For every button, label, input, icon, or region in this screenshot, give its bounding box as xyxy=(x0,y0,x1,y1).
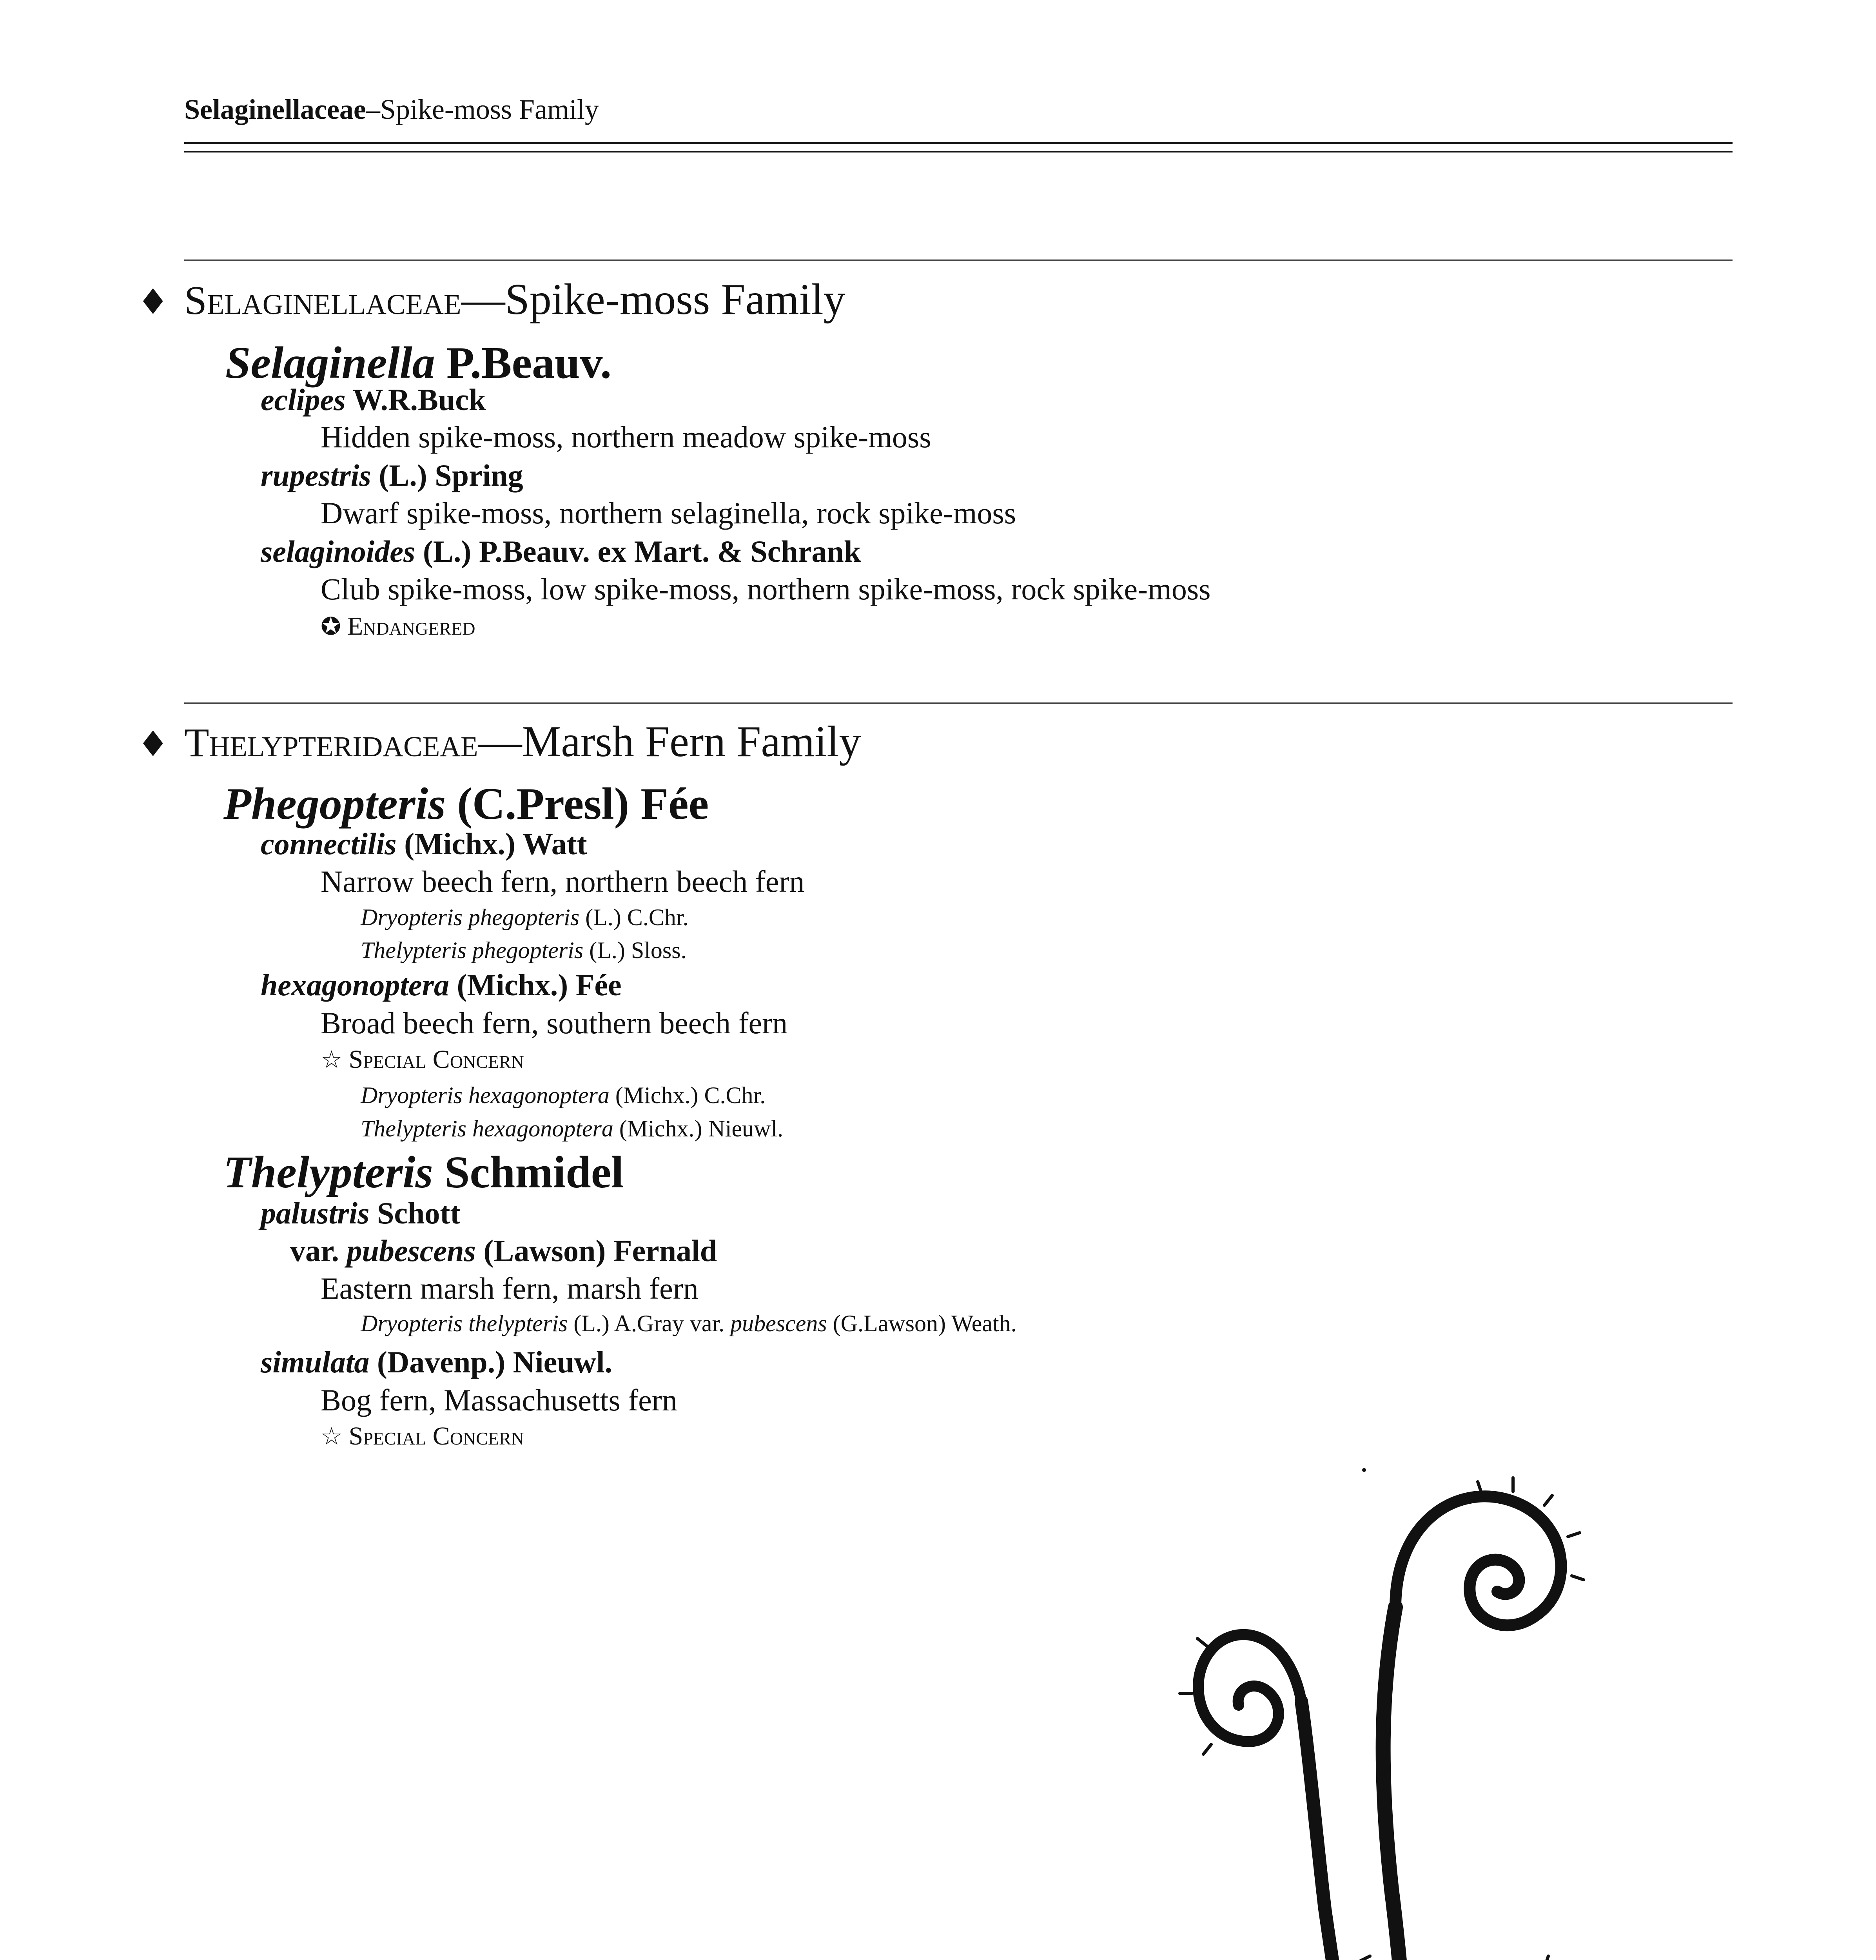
star-icon: ☆ xyxy=(321,1045,343,1074)
species-entry xyxy=(261,534,861,569)
star-icon: ☆ xyxy=(321,1422,343,1450)
synonym-author: (Michx.) Nieuwl. xyxy=(613,1116,784,1142)
species-author: W.R.Buck xyxy=(345,383,486,417)
species-epithet: hexagonoptera xyxy=(261,968,450,1002)
family-heading xyxy=(137,274,845,325)
genus-author: (C.Presl) Fée xyxy=(446,779,709,829)
synonym-name: Dryopteris phegopteris xyxy=(361,904,580,930)
status-label: Endangered xyxy=(347,612,475,641)
genus-name: Thelypteris xyxy=(223,1147,433,1198)
synonym-author: (L.) C.Chr. xyxy=(579,904,689,930)
family-heading xyxy=(137,717,861,767)
family-name: Selaginellaceae xyxy=(184,278,461,323)
common-names: Hidden spike-moss, northern meadow spike-moss xyxy=(321,420,931,454)
common-names: Bog fern, Massachusetts fern xyxy=(321,1383,677,1417)
species-epithet: eclipes xyxy=(261,383,346,417)
common-names: Narrow beech fern, northern beech fern xyxy=(321,864,805,898)
synonym-author: (L.) Sloss. xyxy=(583,937,687,963)
common-names: Dwarf spike-moss, northern selaginella, rock spike-moss xyxy=(321,496,1016,530)
species-entry xyxy=(261,967,622,1003)
synonym-name: Dryopteris hexagonoptera xyxy=(361,1082,610,1108)
species-epithet: rupestris xyxy=(261,458,371,492)
genus-author: P.Beauv. xyxy=(435,338,612,388)
species-author: (L.) P.Beauv. ex Mart. & Schrank xyxy=(415,534,861,568)
synonym-name: Thelypteris hexagonoptera xyxy=(361,1116,613,1142)
synonym-var-author: (G.Lawson) Weath. xyxy=(827,1310,1017,1336)
running-head-common: –Spike-moss Family xyxy=(366,94,599,125)
synonym xyxy=(361,1115,783,1142)
running-head-family: Selaginellaceae xyxy=(184,94,366,125)
species-epithet: selaginoides xyxy=(261,534,415,568)
species-epithet: connectilis xyxy=(261,827,397,861)
synonym-name: Thelypteris phegopteris xyxy=(361,937,584,963)
species-epithet: palustris xyxy=(261,1196,370,1230)
species-entry xyxy=(261,1345,612,1380)
species-entry xyxy=(261,458,523,493)
genus-heading xyxy=(225,337,611,389)
status-label: Special Concern xyxy=(348,1045,524,1074)
family-name: Thelypteridaceae xyxy=(184,720,478,765)
genus-heading xyxy=(223,778,709,830)
genus-name: Phegopteris xyxy=(223,779,446,829)
variety-entry xyxy=(290,1233,717,1269)
status-endangered xyxy=(321,612,475,641)
common-names: Broad beech fern, southern beech fern xyxy=(321,1006,788,1040)
species-author: (Michx.) Watt xyxy=(396,827,587,861)
family-common-name: —Spike-moss Family xyxy=(461,275,845,324)
species-author: (Michx.) Fée xyxy=(449,968,622,1002)
status-label: Special Concern xyxy=(348,1422,524,1450)
genus-author: Schmidel xyxy=(433,1147,624,1198)
common-names: Club spike-moss, low spike-moss, northern spike-moss, rock spike-moss xyxy=(321,572,1211,606)
header-rule xyxy=(184,142,1733,152)
family-divider xyxy=(184,702,1733,704)
synonym-name: Dryopteris thelypteris xyxy=(361,1310,568,1336)
synonym xyxy=(361,904,689,931)
species-author: (L.) Spring xyxy=(371,458,523,492)
species-author: (Davenp.) Nieuwl. xyxy=(369,1345,613,1379)
synonym xyxy=(361,937,687,964)
variety-author: (Lawson) Fernald xyxy=(475,1234,717,1268)
species-entry xyxy=(261,1196,460,1231)
diamond-bullet-icon: ♦ xyxy=(137,281,169,323)
status-special-concern xyxy=(321,1045,524,1074)
variety-prefix: var. xyxy=(290,1234,347,1268)
genus-name: Selaginella xyxy=(225,338,435,388)
species-entry xyxy=(261,826,587,862)
species-epithet: simulata xyxy=(261,1345,370,1379)
synonym-author: (L.) A.Gray var. xyxy=(568,1310,731,1336)
species-author: Schott xyxy=(369,1196,461,1230)
synonym xyxy=(361,1082,766,1109)
endangered-icon: ✪ xyxy=(321,612,341,641)
common-names: Eastern marsh fern, marsh fern xyxy=(321,1271,699,1305)
synonym-var-epithet: pubescens xyxy=(730,1310,827,1336)
synonym-author: (Michx.) C.Chr. xyxy=(609,1082,766,1108)
diamond-bullet-icon: ♦ xyxy=(137,724,169,765)
running-head xyxy=(184,93,599,126)
family-divider xyxy=(184,260,1733,261)
synonym xyxy=(361,1310,1017,1337)
species-entry xyxy=(261,382,486,417)
family-common-name: —Marsh Fern Family xyxy=(478,717,861,766)
genus-heading xyxy=(223,1147,624,1199)
fiddlehead-illustration-icon xyxy=(1160,1458,1591,1960)
status-special-concern xyxy=(321,1421,524,1451)
variety-epithet: pubescens xyxy=(347,1234,476,1268)
